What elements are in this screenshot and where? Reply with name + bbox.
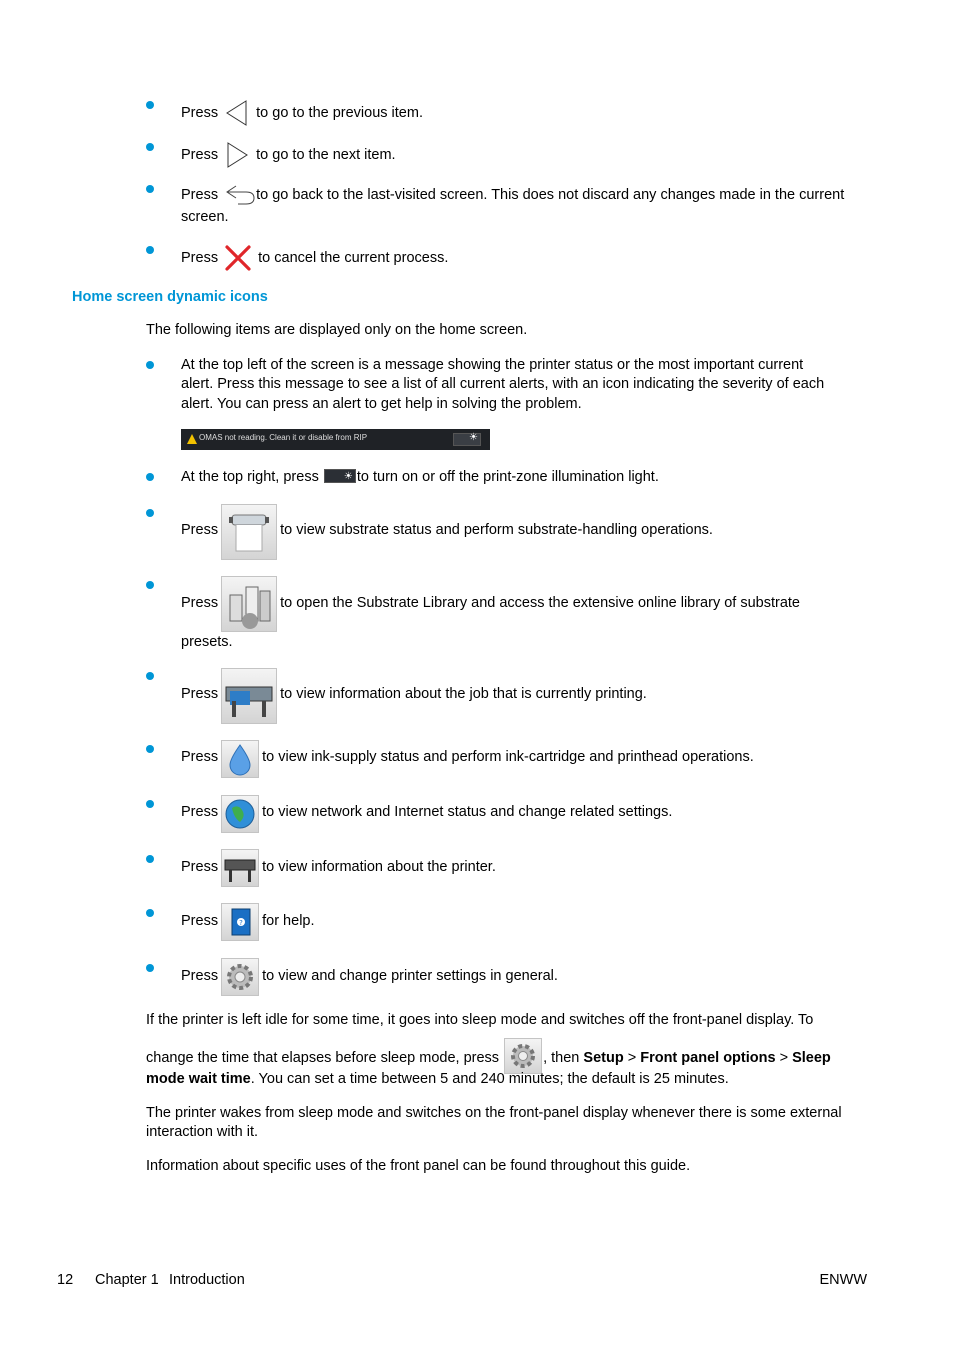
sleep-line1: If the printer is left idle for some time, it goes into sleep mode and switches off the front-panel display. To: [146, 1012, 814, 1028]
previous-arrow-icon: [224, 99, 250, 127]
substrate-library-item-cont: presets.: [181, 634, 233, 650]
bullet: [146, 143, 154, 151]
sleep-label: Sleep: [792, 1049, 831, 1066]
illumination-light-icon: ☀: [324, 469, 356, 483]
bullet: [146, 473, 154, 481]
next-arrow-icon: [224, 141, 250, 169]
light-toggle-icon: ☀: [453, 433, 481, 446]
printer-job-item: Press to view information about the job that is currently printing.: [181, 686, 647, 702]
printer-info-item: Press to view information about the printer.: [181, 859, 496, 875]
warning-icon: [187, 434, 197, 444]
bullet: [146, 185, 154, 193]
status-bar-message: OMAS not reading. Clean it or disable from RIP: [199, 433, 368, 442]
page-number: 12: [57, 1272, 74, 1288]
bullet: [146, 909, 154, 917]
nav-back-item: Press to go back to the last-visited screen. This does not discard any changes made in the current: [181, 183, 844, 207]
bullet: [146, 800, 154, 808]
sleep-line2: change the time that elapses before sleep mode, press , then Setup > Front panel options > Sleep: [146, 1040, 871, 1076]
nav-prev-item: Press to go to the previous item.: [181, 99, 423, 127]
svg-text:?: ?: [239, 919, 243, 927]
section-heading: Home screen dynamic icons: [72, 289, 268, 305]
network-item: Press to view network and Internet status and change related settings.: [181, 804, 673, 820]
ink-item: Press to view ink-supply status and perform ink-cartridge and printhead operations.: [181, 749, 754, 765]
bullet: [146, 581, 154, 589]
status-item-line1: At the top left of the screen is a message showing the printer status or the most important current: [181, 357, 804, 373]
chapter-label: Chapter 1: [95, 1272, 159, 1288]
setup-menu-label: Setup: [583, 1049, 624, 1066]
wake-line1: The printer wakes from sleep mode and switches on the front-panel display whenever there is some external: [146, 1105, 842, 1121]
footer-right: ENWW: [819, 1272, 867, 1288]
cancel-x-icon: [224, 244, 252, 272]
nav-back-item-cont: screen.: [181, 209, 229, 225]
bullet: [146, 246, 154, 254]
light-item: At the top right, press ☀ to turn on or off the print-zone illumination light.: [181, 469, 659, 485]
status-item-line3: alert. You can press an alert to get help in solving the problem.: [181, 396, 582, 412]
nav-cancel-item: Press to cancel the current process.: [181, 244, 448, 272]
substrate-library-item: Press to open the Substrate Library and access the extensive online library of substrate: [181, 595, 800, 611]
wake-line2: interaction with it.: [146, 1124, 259, 1140]
help-item: Press for help.: [181, 913, 315, 929]
info-paragraph: Information about specific uses of the front panel can be found throughout this guide.: [146, 1158, 691, 1174]
bullet: [146, 964, 154, 972]
section-intro: The following items are displayed only on the home screen.: [146, 322, 528, 338]
back-arrow-icon: [224, 183, 256, 207]
bullet: [146, 672, 154, 680]
bullet: [146, 855, 154, 863]
settings-gear-icon: [504, 1038, 542, 1074]
substrate-item: Press to view substrate status and perform substrate-handling operations.: [181, 522, 713, 538]
settings-item: Press to view and change printer settings in general.: [181, 968, 558, 984]
bullet: [146, 509, 154, 517]
nav-next-item: Press to go to the next item.: [181, 141, 396, 169]
bullet: [146, 361, 154, 369]
front-panel-options-label: Front panel options: [640, 1049, 776, 1066]
status-item-line2: alert. Press this message to see a list of all current alerts, with an icon indicating the severity of each: [181, 376, 825, 392]
sleep-line3: mode wait time. You can set a time between 5 and 240 minutes; the default is 25 minutes.: [146, 1071, 729, 1087]
status-bar-image: [181, 429, 490, 450]
bullet: [146, 745, 154, 753]
chapter-title: Introduction: [169, 1272, 245, 1288]
bullet: [146, 101, 154, 109]
